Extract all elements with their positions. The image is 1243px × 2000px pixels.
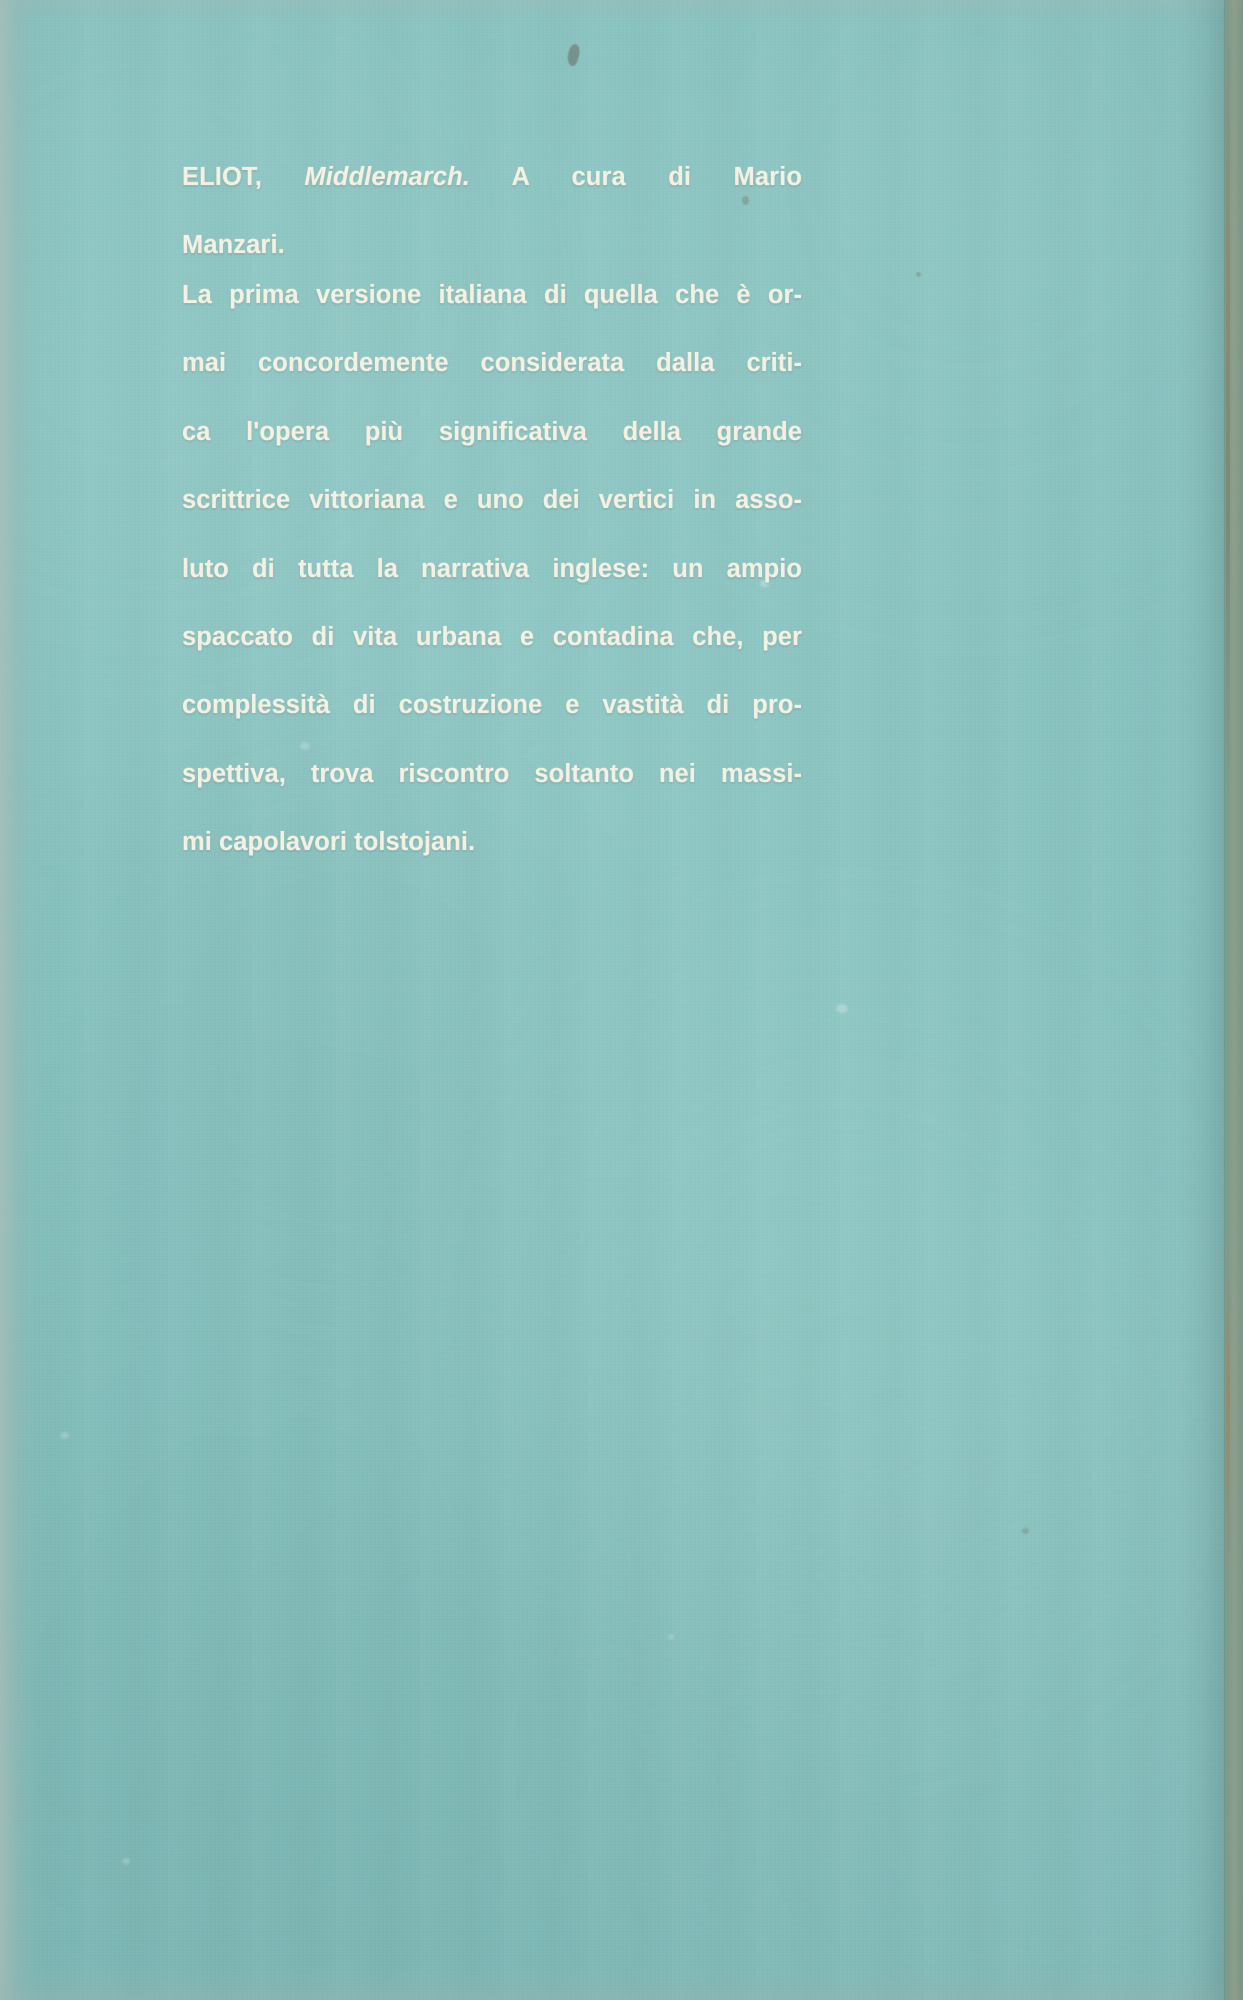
blurb-line: scrittrice vittoriana e uno dei vertici in asso- xyxy=(182,486,802,515)
blurb-line: mi capolavori tolstojani. xyxy=(182,828,476,857)
blurb-line: spettiva, trova riscontro soltanto nei massi- xyxy=(182,759,802,788)
cover-left-edge xyxy=(0,0,46,2000)
book-title: Middlemarch. xyxy=(304,163,470,191)
blurb-line: mai concordemente considerata dalla criti- xyxy=(182,349,802,378)
cover-right-edge-shadow xyxy=(1171,0,1225,2000)
book-curator: A cura di Mario xyxy=(511,163,802,191)
cover-bottom-edge xyxy=(0,1960,1243,2000)
book-author: ELIOT, xyxy=(182,163,262,191)
book-spine-edge xyxy=(1224,0,1243,2000)
back-cover-text-block xyxy=(182,160,802,859)
book-blurb xyxy=(182,278,802,859)
blurb-line: luto di tutta la narrativa inglese: un ampio xyxy=(182,554,802,583)
blurb-line: spaccato di vita urbana e contadina che, per xyxy=(182,623,802,652)
heading-second-line: Manzari. xyxy=(182,231,285,259)
blurb-line: La prima versione italiana di quella che è or- xyxy=(182,281,802,309)
book-heading xyxy=(182,160,802,262)
blurb-line: complessità di costruzione e vastità di pro- xyxy=(182,691,802,720)
blurb-line: ca l'opera più significativa della grande xyxy=(182,417,802,446)
heading-first-line xyxy=(182,160,802,228)
cover-top-edge xyxy=(0,0,1243,26)
